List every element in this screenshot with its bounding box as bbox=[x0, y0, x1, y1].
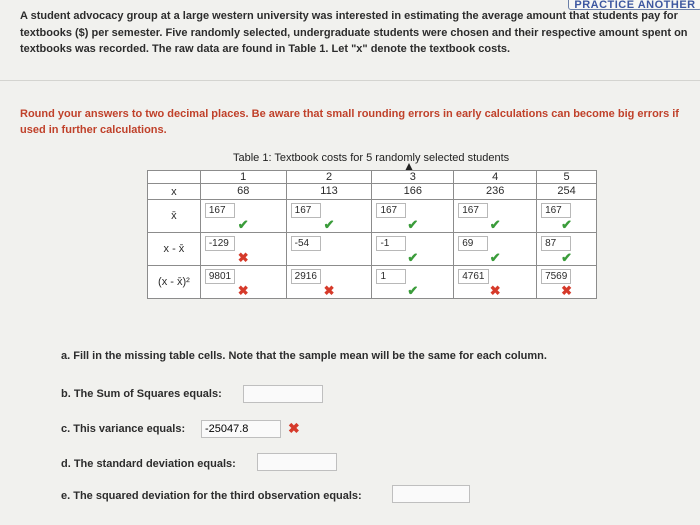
question-b-label: b. The Sum of Squares equals: bbox=[61, 388, 222, 400]
squared-deviation-input[interactable] bbox=[392, 485, 470, 503]
answer-cell bbox=[372, 266, 454, 299]
answer-input[interactable]: 87 bbox=[541, 236, 571, 251]
rounding-note: Round your answers to two decimal places. Be aware that small rounding errors in early calculations can become big errors if used in further calculations. bbox=[20, 108, 679, 136]
variance-input[interactable] bbox=[201, 420, 281, 438]
answer-cell bbox=[537, 266, 597, 299]
answer-cell bbox=[200, 266, 286, 299]
column-header: 3 bbox=[372, 171, 454, 184]
answer-input[interactable]: 167 bbox=[205, 203, 235, 218]
table-row-squared bbox=[148, 266, 597, 299]
answer-input[interactable]: 7569 bbox=[541, 269, 571, 284]
answer-cell bbox=[372, 233, 454, 266]
correct-check-icon: ✔ bbox=[407, 217, 419, 232]
incorrect-x-icon: ✖ bbox=[489, 283, 501, 298]
answer-input[interactable]: 1 bbox=[376, 269, 406, 284]
answer-input[interactable]: 9801 bbox=[205, 269, 235, 284]
x-value-cell: 236 bbox=[454, 184, 537, 200]
correct-check-icon: ✔ bbox=[323, 217, 335, 232]
correct-check-icon: ✔ bbox=[561, 217, 572, 232]
answer-cell bbox=[200, 200, 286, 233]
answer-input[interactable]: -129 bbox=[205, 236, 235, 251]
question-a: a. Fill in the missing table cells. Note that the sample mean will be the same for each column. bbox=[61, 350, 547, 362]
question-e-label: e. The squared deviation for the third observation equals: bbox=[61, 490, 362, 502]
answer-cell bbox=[454, 233, 537, 266]
correct-check-icon: ✔ bbox=[237, 217, 249, 232]
correct-check-icon: ✔ bbox=[407, 283, 419, 298]
x-value-cell: 254 bbox=[537, 184, 597, 200]
table-caption: Table 1: Textbook costs for 5 randomly selected students bbox=[233, 152, 510, 164]
header-corner-cell bbox=[148, 171, 201, 184]
answer-cell bbox=[372, 200, 454, 233]
incorrect-x-icon: ✖ bbox=[237, 283, 249, 298]
incorrect-mark-icon: ✖ bbox=[288, 420, 300, 436]
x-value-cell: 166 bbox=[372, 184, 454, 200]
answer-cell bbox=[454, 266, 537, 299]
table-row-xbar bbox=[148, 200, 597, 233]
correct-check-icon: ✔ bbox=[489, 217, 501, 232]
table-row-x bbox=[148, 184, 597, 200]
textbook-costs-table bbox=[147, 170, 597, 299]
answer-cell bbox=[454, 200, 537, 233]
question-c-label: c. This variance equals: bbox=[61, 423, 186, 435]
row-label-deviation: x - x̄ bbox=[148, 233, 201, 266]
answer-input[interactable]: 167 bbox=[291, 203, 321, 218]
incorrect-x-icon: ✖ bbox=[237, 250, 249, 265]
standard-deviation-input[interactable] bbox=[257, 453, 337, 471]
table-row-deviation bbox=[148, 233, 597, 266]
answer-input[interactable]: 167 bbox=[376, 203, 406, 218]
x-value-cell: 113 bbox=[286, 184, 372, 200]
x-value-cell: 68 bbox=[200, 184, 286, 200]
answer-input[interactable]: 2916 bbox=[291, 269, 321, 284]
divider bbox=[0, 80, 700, 81]
answer-cell bbox=[286, 266, 372, 299]
sum-of-squares-input[interactable] bbox=[243, 385, 323, 403]
answer-cell bbox=[286, 233, 372, 266]
question-d-label: d. The standard deviation equals: bbox=[61, 458, 236, 470]
incorrect-x-icon: ✖ bbox=[561, 283, 572, 298]
answer-input[interactable]: -1 bbox=[376, 236, 406, 251]
answer-input[interactable]: 167 bbox=[458, 203, 488, 218]
column-header: 4 bbox=[454, 171, 537, 184]
table-header-row bbox=[148, 171, 597, 184]
practice-another-button[interactable]: PRACTICE ANOTHER bbox=[568, 0, 700, 10]
correct-check-icon: ✔ bbox=[489, 250, 501, 265]
correct-check-icon: ✔ bbox=[407, 250, 419, 265]
incorrect-x-icon: ✖ bbox=[323, 283, 335, 298]
answer-input[interactable]: 167 bbox=[541, 203, 571, 218]
answer-input[interactable]: -54 bbox=[291, 236, 321, 251]
correct-check-icon: ✔ bbox=[561, 250, 572, 265]
answer-cell bbox=[200, 233, 286, 266]
row-label-xbar: x̄ bbox=[148, 200, 201, 233]
answer-input[interactable]: 4761 bbox=[458, 269, 488, 284]
problem-intro: A student advocacy group at a large western university was interested in estimating the average amount that students pay for textbooks ($) per semester. Five randomly selected, undergraduate students were chosen and their respective amount spent on textbooks was recorded. The raw data are found in Table 1. Let "x" denote the textbook costs. bbox=[20, 10, 688, 55]
answer-cell bbox=[537, 233, 597, 266]
column-header: 5 bbox=[537, 171, 597, 184]
answer-input[interactable]: 69 bbox=[458, 236, 488, 251]
column-header: 1 bbox=[200, 171, 286, 184]
answer-cell bbox=[537, 200, 597, 233]
row-label-squared: (x - x̄)² bbox=[148, 266, 201, 299]
column-header: 2 bbox=[286, 171, 372, 184]
answer-cell bbox=[286, 200, 372, 233]
row-label-x: x bbox=[148, 184, 201, 200]
